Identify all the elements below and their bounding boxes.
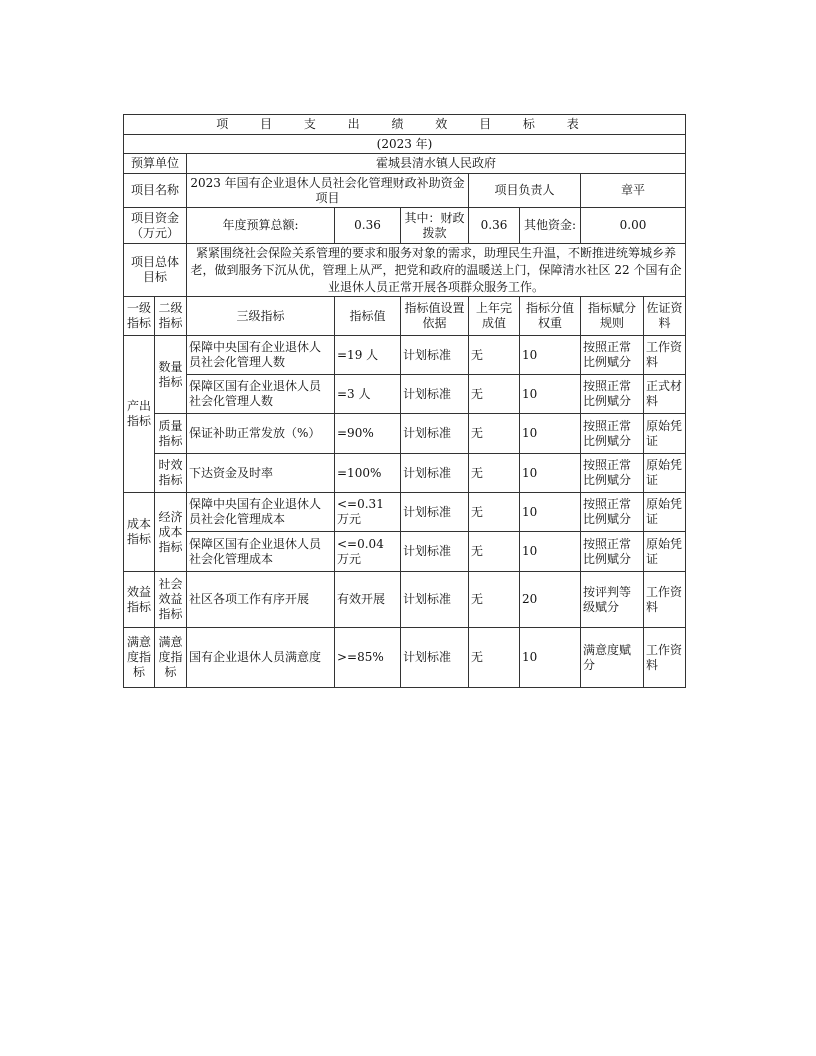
header-evidence: 佐证资料	[644, 297, 686, 336]
row-last-year: 无	[469, 375, 520, 414]
group-output: 产出指标	[124, 336, 155, 493]
table-year: (2023 年)	[124, 135, 686, 154]
row-basis: 计划标准	[401, 414, 469, 454]
subgroup-quality: 质量指标	[155, 414, 187, 454]
header-last-year: 上年完成值	[469, 297, 520, 336]
row-last-year: 无	[469, 454, 520, 493]
table-row	[124, 628, 686, 688]
row-indicator: 保障区国有企业退休人员社会化管理人数	[187, 375, 335, 414]
group-satisfaction: 满意度指标	[124, 628, 155, 688]
row-basis: 计划标准	[401, 375, 469, 414]
row-basis: 计划标准	[401, 336, 469, 375]
row-value: =90%	[335, 414, 401, 454]
row-value: <=0.04 万元	[335, 532, 401, 572]
table-row	[124, 493, 686, 532]
subgroup-satisfaction: 满意度指标	[155, 628, 187, 688]
row-evidence: 原始凭证	[644, 493, 686, 532]
row-rule: 满意度赋分	[581, 628, 644, 688]
row-weight: 10	[520, 336, 581, 375]
table-row	[124, 572, 686, 628]
row-indicator: 下达资金及时率	[187, 454, 335, 493]
row-basis: 计划标准	[401, 572, 469, 628]
row-rule: 按照正常比例赋分	[581, 493, 644, 532]
row-weight: 10	[520, 532, 581, 572]
header-level1: 一级指标	[124, 297, 155, 336]
budget-unit-label: 预算单位	[124, 154, 187, 174]
row-weight: 10	[520, 375, 581, 414]
row-weight: 10	[520, 493, 581, 532]
header-rule: 指标赋分规则	[581, 297, 644, 336]
other-funds-value: 0.00	[581, 208, 686, 244]
row-evidence: 工作资料	[644, 572, 686, 628]
row-rule: 按照正常比例赋分	[581, 414, 644, 454]
annual-budget-value: 0.36	[335, 208, 401, 244]
row-last-year: 无	[469, 532, 520, 572]
row-value: <=0.31 万元	[335, 493, 401, 532]
row-indicator: 保障区国有企业退休人员社会化管理成本	[187, 532, 335, 572]
row-value: =3 人	[335, 375, 401, 414]
group-cost: 成本指标	[124, 493, 155, 572]
project-owner-label: 项目负责人	[469, 174, 581, 208]
budget-unit-value: 霍城县清水镇人民政府	[187, 154, 686, 174]
row-basis: 计划标准	[401, 493, 469, 532]
row-weight: 10	[520, 454, 581, 493]
row-weight: 10	[520, 628, 581, 688]
table-row	[124, 454, 686, 493]
row-evidence: 工作资料	[644, 336, 686, 375]
row-indicator: 国有企业退休人员满意度	[187, 628, 335, 688]
group-benefit: 效益指标	[124, 572, 155, 628]
subgroup-quantity: 数量指标	[155, 336, 187, 414]
performance-table	[123, 114, 686, 688]
row-evidence: 正式材料	[644, 375, 686, 414]
header-value: 指标值	[335, 297, 401, 336]
header-weight: 指标分值权重	[520, 297, 581, 336]
row-last-year: 无	[469, 628, 520, 688]
table-row	[124, 532, 686, 572]
row-last-year: 无	[469, 414, 520, 454]
row-rule: 按照正常比例赋分	[581, 454, 644, 493]
row-indicator: 保障中央国有企业退休人员社会化管理成本	[187, 493, 335, 532]
row-evidence: 工作资料	[644, 628, 686, 688]
table-row	[124, 336, 686, 375]
overall-goal-label: 项目总体目标	[124, 244, 187, 297]
row-value: 有效开展	[335, 572, 401, 628]
table-row	[124, 414, 686, 454]
table-title: 项 目 支 出 绩 效 目 标 表	[124, 115, 686, 135]
row-rule: 按照正常比例赋分	[581, 532, 644, 572]
row-value: >=85%	[335, 628, 401, 688]
other-funds-label: 其他资金:	[520, 208, 581, 244]
project-name-label: 项目名称	[124, 174, 187, 208]
row-evidence: 原始凭证	[644, 454, 686, 493]
overall-goal-text: 紧紧围绕社会保险关系管理的要求和服务对象的需求，助理民生升温，不断推进统筹城乡养老，做到服务下沉从优，管理上从严，把党和政府的温暖送上门，保障清水社区 22 个国有企业退休人员正常开展各项群众服务工作。	[187, 244, 686, 297]
row-indicator: 保证补助正常发放（%）	[187, 414, 335, 454]
row-rule: 按照正常比例赋分	[581, 375, 644, 414]
table-row	[124, 375, 686, 414]
project-owner-value: 章平	[581, 174, 686, 208]
row-basis: 计划标准	[401, 532, 469, 572]
header-level2: 二级指标	[155, 297, 187, 336]
row-basis: 计划标准	[401, 454, 469, 493]
fiscal-allocation-value: 0.36	[469, 208, 520, 244]
row-value: =100%	[335, 454, 401, 493]
fiscal-allocation-label: 其中：财政拨款	[401, 208, 469, 244]
row-last-year: 无	[469, 336, 520, 375]
header-basis: 指标值设置依据	[401, 297, 469, 336]
subgroup-social: 社会效益指标	[155, 572, 187, 628]
row-weight: 20	[520, 572, 581, 628]
row-evidence: 原始凭证	[644, 532, 686, 572]
row-last-year: 无	[469, 493, 520, 532]
funds-label: 项目资金（万元）	[124, 208, 187, 244]
row-value: =19 人	[335, 336, 401, 375]
row-evidence: 原始凭证	[644, 414, 686, 454]
annual-budget-label: 年度预算总额:	[187, 208, 335, 244]
header-level3: 三级指标	[187, 297, 335, 336]
row-rule: 按照正常比例赋分	[581, 336, 644, 375]
row-weight: 10	[520, 414, 581, 454]
subgroup-economic: 经济成本指标	[155, 493, 187, 572]
row-indicator: 社区各项工作有序开展	[187, 572, 335, 628]
project-name-value: 2023 年国有企业退休人员社会化管理财政补助资金项目	[187, 174, 469, 208]
row-rule: 按评判等级赋分	[581, 572, 644, 628]
row-basis: 计划标准	[401, 628, 469, 688]
subgroup-timeliness: 时效指标	[155, 454, 187, 493]
row-last-year: 无	[469, 572, 520, 628]
row-indicator: 保障中央国有企业退休人员社会化管理人数	[187, 336, 335, 375]
